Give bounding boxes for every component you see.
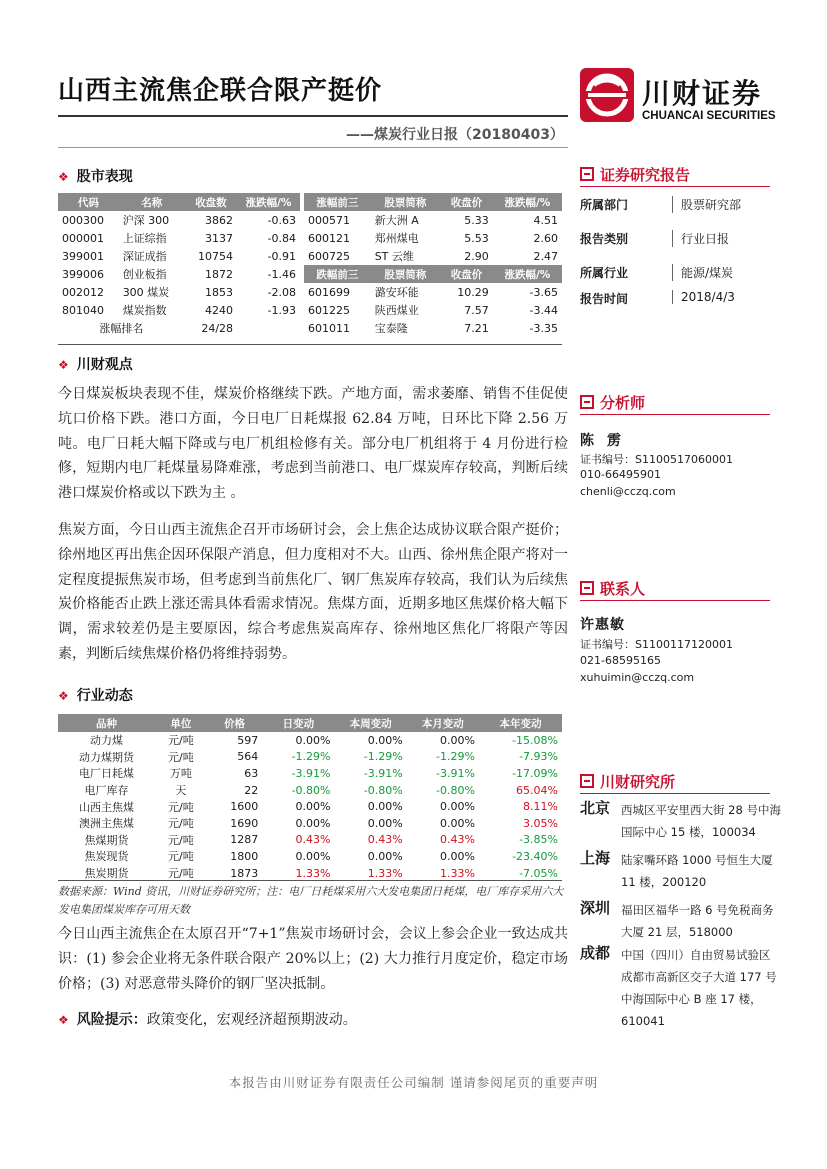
table-row [58,848,562,865]
table-cell: 焦炭现货 [84,850,129,864]
table-cell: -1.29% [436,750,475,764]
column-header: 本年变动 [479,714,562,732]
info-key: 所属部门 [580,198,629,212]
company-logo [580,66,780,126]
view-paragraph-2: 焦炭方面，今日山西主流焦企召开市场研讨会，会上焦企达成协议联合限产挺价；徐州地区再出焦企因环保限产消息，但力度相对不大。山西、徐州焦企限产将对一定程度提振焦炭市场，但考虑到当前焦化厂、钢厂焦炭库存较高，我们认为后续焦炭价格能否止跌上涨还需具体看需求情况。焦煤方面，近期多地区焦煤价格大幅下调，需求较差仍是主要原因，综合考虑焦炭高库存、徐州地区焦化厂将限产等因素，判断后续焦煤价格仍将维持弱势。 [58,522,568,662]
table-cell: 电厂日耗煤 [78,767,134,781]
analyst-cert: 证书编号：S1100517060001 [580,453,733,466]
table-cell: 1853 [205,285,234,299]
table-cell: -7.05% [519,866,558,880]
info-value: 2018/4/3 [672,290,735,304]
table-cell: -17.09% [512,766,558,780]
sidebar-rule [580,793,770,794]
table-cell: 601011 [308,321,350,335]
table-row [58,798,562,815]
table-bottom-rule [58,344,562,345]
table-cell: -0.91 [267,249,296,263]
table-cell: -3.35 [529,321,558,335]
section-square-icon [580,774,594,788]
column-header: 跌幅前三 [304,265,371,283]
market-heading: ❖ 股市表现 [58,169,133,185]
table-cell: 焦煤期货 [84,833,129,847]
table-row [58,865,562,882]
table-cell: 10.29 [457,285,489,299]
table-cell: 元/吨 [168,850,194,864]
table-row [58,815,562,832]
table-row [58,265,300,283]
sidebar-rule [580,600,770,601]
section-square-icon [580,581,594,595]
table-cell: -1.46 [267,267,296,281]
table-cell: 陕西煤业 [374,304,419,317]
table-cell: 399001 [62,249,104,263]
table-cell: 2.47 [533,249,558,263]
table-row [58,211,300,229]
table-cell: 2.90 [464,249,489,263]
table-row [304,283,562,301]
table-cell: 3862 [205,213,234,227]
table-cell: 山西主焦煤 [78,800,134,814]
column-header: 品种 [58,714,155,732]
table-row [58,283,300,301]
column-header: 收盘价 [440,193,493,211]
info-value: 能源/煤炭 [672,264,733,281]
column-header: 日变动 [262,714,334,732]
diamond-bullet-icon: ❖ [58,170,69,184]
diamond-bullet-icon: ❖ [58,1013,69,1027]
industry-price-table [58,714,562,881]
table-cell: 电厂库存 [84,784,129,798]
column-header: 涨幅前三 [304,193,371,211]
table-row [58,247,300,265]
analyst-email[interactable]: chenli@cczq.com [580,485,676,498]
table-cell: 动力煤 [89,734,123,748]
table-cell: 0.00% [367,816,403,830]
view-heading: ❖ 川财观点 [58,357,133,373]
column-header: 价格 [207,714,262,732]
page-footer: 本报告由川财证券有限责任公司编制 谨请参阅尾页的重要声明 [228,1075,599,1090]
column-header: 涨跌幅/% [237,193,300,211]
table-cell: 7.57 [464,303,489,317]
office-city: 上海 [580,849,611,867]
table-cell: 郑州煤电 [374,232,419,245]
table-cell: 4240 [205,303,234,317]
table-cell: 8.11% [523,800,558,814]
table-cell: 天 [175,784,187,798]
column-header: 本周变动 [334,714,406,732]
subtitle-divider [58,147,568,148]
table-cell: 0.43% [439,833,475,847]
risk-text: 政策变化，宏观经济超预期波动。 [146,1012,357,1028]
table-cell: 1.33% [439,866,475,880]
info-key: 报告时间 [580,292,629,306]
table-cell: 000300 [62,213,104,227]
office-city: 成都 [580,944,611,962]
table-cell: -3.91% [363,766,403,780]
contact-phone: 021-68595165 [580,654,661,667]
table-cell: 0.00% [367,849,403,863]
title-divider [58,115,568,117]
column-header: 股票简称 [371,265,440,283]
table-cell: 1.33% [295,866,331,880]
table-cell: -0.63 [267,213,296,227]
info-value: 股票研究部 [672,196,741,213]
table-cell: 65.04% [516,783,558,797]
table-cell: 000001 [62,231,104,245]
table-cell: -0.80% [363,783,403,797]
info-key: 所属行业 [580,266,629,280]
table-cell: 000571 [308,213,350,227]
table-row [304,319,562,337]
table-cell: 0.00% [295,816,331,830]
table-cell: 7.21 [464,321,489,335]
table-cell: 0.00% [295,733,331,747]
table-cell: 1600 [230,800,259,814]
column-header: 涨跌幅/% [493,193,562,211]
table-cell: 0.00% [439,800,475,814]
table-row [58,229,300,247]
rank-row [58,319,300,337]
table-cell: 0.43% [367,833,403,847]
analyst-phone: 010-66495901 [580,468,661,481]
table-cell: -23.40% [512,849,558,863]
table-cell: ST 云维 [374,250,414,263]
logo-mark-icon [580,68,634,122]
contact-email[interactable]: xuhuimin@cczq.com [580,671,695,684]
table-cell: 0.00% [295,849,331,863]
industry-heading: ❖ 行业动态 [58,688,133,704]
table-row [58,732,562,749]
view-paragraph-1: 今日煤炭板块表现不佳，煤炭价格继续下跌。产地方面，需求萎靡、销售不佳促使坑口价格下跌。港口方面，今日电厂日耗煤报 62.84 万吨，日环比下降 2.56 万吨。电厂日耗大幅下降或与电厂机组检修有关。部分电厂机组将于 4 月份进行检修，短期内电厂耗煤量易降难涨，考虑到当前港口、电厂煤炭库存较高，判断后续港口煤炭价格或以下跌为主 。 [58,386,568,502]
rank-value: 24/28 [201,321,234,335]
table-cell: -3.91% [291,766,331,780]
table-cell: 002012 [62,285,104,299]
diamond-bullet-icon: ❖ [58,689,69,703]
contact-cert: 证书编号：S1100117120001 [580,638,733,651]
table-cell: -3.85% [519,833,558,847]
table-cell: 1872 [205,267,234,281]
table-cell: 元/吨 [168,817,194,831]
table-cell: 4.51 [533,213,558,227]
risk-warning [58,1009,357,1029]
empty-cell [237,319,300,337]
table-cell: 601699 [308,285,350,299]
office-address: 中国（四川）自由贸易试验区成都市高新区交子大道 177 号中海国际中心 B 座 17 楼，610041 [621,948,777,1028]
table-cell: 597 [237,733,259,747]
office-city: 北京 [580,799,611,817]
table-cell: 0.43% [295,833,331,847]
table-cell: 元/吨 [168,867,194,881]
table-cell: -3.44 [529,303,558,317]
report-subtitle: ——煤炭行业日报（20180403） [346,127,564,143]
logo-chinese-name: 川财证券 [642,77,763,110]
table-cell: 0.00% [439,849,475,863]
table-cell: 801040 [62,303,104,317]
table-cell: 煤炭指数 [122,304,167,317]
table-cell: -0.84 [267,231,296,245]
section-square-icon [580,167,594,181]
table-cell: 600121 [308,231,350,245]
table-cell: 2.60 [533,231,558,245]
table-cell: 300 煤炭 [122,286,170,299]
table-cell: 1.33% [367,866,403,880]
table-cell: 564 [237,750,259,764]
column-header: 收盘价 [440,265,493,283]
column-header: 涨跌幅/% [493,265,562,283]
column-header: 本月变动 [407,714,479,732]
table-cell: 创业板指 [122,268,167,281]
table-cell: -15.08% [512,733,558,747]
table-cell: -2.08 [267,285,296,299]
index-performance-table [58,193,300,337]
table-cell: 63 [244,766,259,780]
section-square-icon [580,395,594,409]
table-cell: -7.93% [519,750,558,764]
table-cell: 5.53 [464,231,489,245]
column-header: 收盘数 [185,193,237,211]
office-city: 深圳 [580,899,611,917]
table-row [304,229,562,247]
table-cell: 1800 [230,849,259,863]
table-cell: 潞安环能 [374,286,419,299]
table-row [304,301,562,319]
table-cell: -1.29% [291,750,331,764]
table-cell: 0.00% [367,733,403,747]
table-cell: 元/吨 [168,833,194,847]
table-cell: 22 [244,783,259,797]
table-cell: 0.00% [295,800,331,814]
info-key: 报告类别 [580,232,629,246]
column-header: 单位 [155,714,207,732]
sidebar-rule [580,414,770,415]
rank-label: 涨幅排名 [99,322,144,335]
contact-name: 许惠敏 [580,617,625,633]
top-movers-table [304,193,562,337]
column-header: 名称 [119,193,185,211]
industry-table-bottom-rule [58,880,562,881]
office-address: 西城区平安里西大街 28 号中海国际中心 15 楼，100034 [621,803,781,839]
table-cell: 3.05% [523,816,558,830]
table-cell: -0.80% [436,783,475,797]
table-cell: 1873 [230,866,259,880]
table-row [304,211,562,229]
sidebar-rule [580,186,770,187]
table-cell: -0.80% [291,783,331,797]
table-cell: 澳洲主焦煤 [78,817,134,831]
table-cell: 600725 [308,249,350,263]
table-cell: 元/吨 [168,734,194,748]
table-cell: -3.91% [436,766,475,780]
data-source-note: 数据来源：Wind 资讯，川财证券研究所；注：电厂日耗煤采用六大发电集团日耗煤，电厂库存采用六大发电集团煤炭库存可用天数 [58,885,564,916]
table-cell: 601225 [308,303,350,317]
table-row [58,782,562,799]
report-title: 山西主流焦企联合限产挺价 [58,76,383,106]
table-cell: 10754 [198,249,234,263]
table-cell: 元/吨 [168,800,194,814]
table-row [304,247,562,265]
table-cell: -3.65 [529,285,558,299]
industry-paragraph: 今日山西主流焦企在太原召开“7+1”焦炭市场研讨会，会议上参会企业一致达成共识：(1) 参会企业将无条件联合限产 20%以上；(2) 大力推行月度定价，稳定市场价格；(3) 对恶意带头降价的钢厂坚决抵制。 [58,926,568,992]
table-row [58,765,562,782]
table-row [58,832,562,849]
table-cell: 焦炭期货 [84,867,129,881]
table-cell: -1.93 [267,303,296,317]
analyst-name: 陈 雳 [580,433,625,449]
office-address: 陆家嘴环路 1000 号恒生大厦 11 楼，200120 [621,853,773,889]
table-cell: 深证成指 [122,250,167,263]
table-cell: 上证综指 [122,232,167,245]
diamond-bullet-icon: ❖ [58,358,69,372]
table-cell: 1690 [230,816,259,830]
risk-label: 风险提示： [76,1012,147,1028]
table-cell: 宝泰隆 [374,322,408,335]
logo-english-name: CHUANCAI SECURITIES [642,110,776,122]
table-cell: 399006 [62,267,104,281]
table-cell: 0.00% [439,816,475,830]
table-cell: 3137 [205,231,234,245]
column-header: 股票简称 [371,193,440,211]
table-cell: -1.29% [363,750,403,764]
table-cell: 0.00% [439,733,475,747]
analyst-heading: 分析师 [580,392,645,413]
table-row [58,301,300,319]
table-cell: 沪深 300 [122,214,170,227]
table-cell: 万吨 [169,767,192,781]
table-cell: 新大洲 A [374,214,419,227]
table-cell: 动力煤期货 [78,750,134,764]
contact-heading: 联系人 [580,578,645,599]
table-cell: 元/吨 [168,750,194,764]
table-cell: 5.33 [464,213,489,227]
table-cell: 1287 [230,833,259,847]
table-row [58,749,562,766]
table-cell: 0.00% [367,800,403,814]
office-address: 福田区福华一路 6 号免税商务大厦 21 层，518000 [621,903,774,939]
info-value: 行业日报 [672,230,729,247]
institute-heading: 川财研究所 [580,771,675,792]
research-report-heading: 证券研究报告 [580,164,690,185]
column-header: 代码 [58,193,119,211]
